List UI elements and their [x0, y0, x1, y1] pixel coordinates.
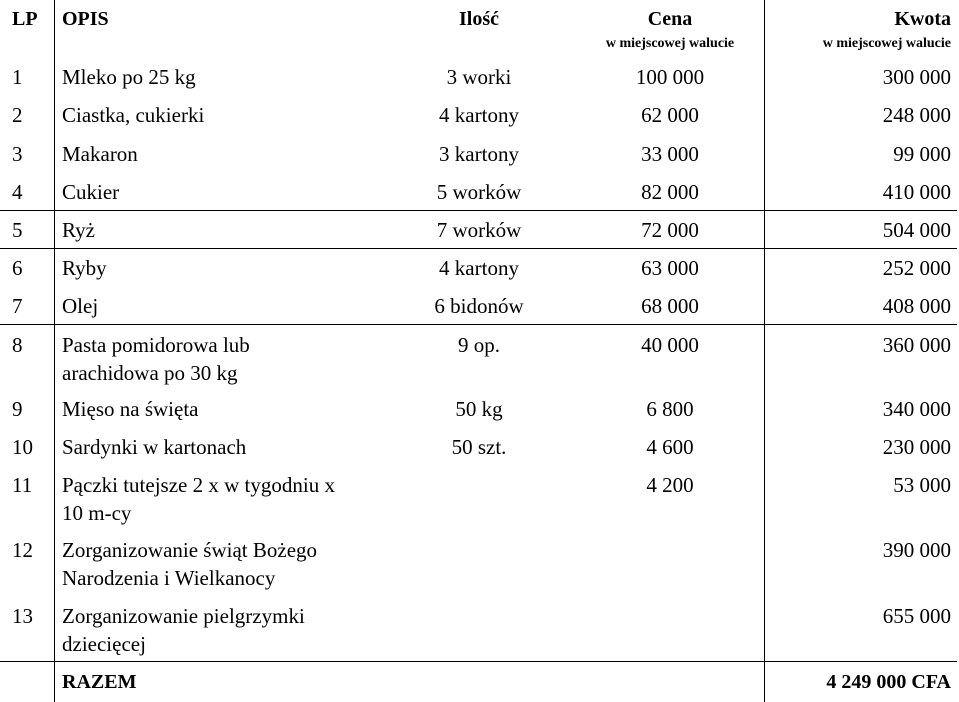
header-cena-sub: w miejscowej walucie: [605, 36, 735, 51]
row-quantity: 4 kartony: [439, 103, 519, 127]
row-lp: 3: [12, 142, 23, 166]
row-price: 40 000: [641, 333, 699, 357]
row-price: 100 000: [635, 65, 705, 89]
row-lp: 6: [12, 256, 23, 280]
row-quantity: 6 bidonów: [434, 294, 524, 318]
row-description: Sardynki w kartonach: [62, 435, 247, 459]
row-amount: 408 000: [882, 294, 951, 318]
row-description: Zorganizowanie pielgrzymki: [62, 604, 305, 628]
row-description-line2: 10 m-cy: [62, 501, 132, 525]
row-price: 68 000: [641, 294, 699, 318]
row-amount: 340 000: [882, 397, 951, 421]
row-quantity: 3 kartony: [439, 142, 519, 166]
row-lp: 10: [12, 435, 33, 459]
header-cena: Cena: [647, 8, 693, 30]
total-label: RAZEM: [62, 671, 137, 693]
row-amount: 99 000: [893, 142, 951, 166]
row-description: Ryby: [62, 256, 107, 280]
row-amount: 410 000: [882, 180, 951, 204]
row-description: Olej: [62, 294, 99, 318]
row-lp: 11: [12, 473, 33, 497]
row-price: 72 000: [641, 218, 699, 242]
row-quantity: 9 op.: [458, 333, 500, 357]
row-description-line2: Narodzenia i Wielkanocy: [62, 566, 276, 590]
row-description: Ciastka, cukierki: [62, 103, 205, 127]
row-lp: 7: [12, 294, 23, 318]
row-description-line2: arachidowa po 30 kg: [62, 361, 238, 385]
row-quantity: 4 kartony: [439, 256, 519, 280]
total-divider: [0, 661, 957, 662]
row-price: 63 000: [641, 256, 699, 280]
row-amount: 53 000: [893, 473, 951, 497]
row-divider: [0, 210, 957, 211]
row-description-line2: dziecięcej: [62, 632, 146, 656]
row-description: Pączki tutejsze 2 x w tygodniu x: [62, 473, 335, 497]
row-lp: 8: [12, 333, 23, 357]
row-amount: 390 000: [882, 538, 951, 562]
row-lp: 9: [12, 397, 23, 421]
total-amount: 4 249 000 CFA: [826, 671, 951, 693]
row-lp: 5: [12, 218, 23, 242]
row-divider: [0, 248, 957, 249]
row-lp: 13: [12, 604, 33, 628]
row-quantity: 50 kg: [455, 397, 503, 421]
header-lp: LP: [12, 8, 38, 30]
row-price: 4 600: [646, 435, 694, 459]
row-price: 82 000: [641, 180, 699, 204]
row-divider: [0, 324, 957, 325]
row-price: 33 000: [641, 142, 699, 166]
row-quantity: 3 worki: [446, 65, 512, 89]
column-divider-lp: [54, 0, 55, 702]
row-amount: 300 000: [882, 65, 951, 89]
row-lp: 1: [12, 65, 23, 89]
row-lp: 4: [12, 180, 23, 204]
row-amount: 504 000: [882, 218, 951, 242]
row-amount: 655 000: [882, 604, 951, 628]
row-quantity: 7 worków: [436, 218, 522, 242]
row-description: Cukier: [62, 180, 120, 204]
row-quantity: 5 worków: [436, 180, 522, 204]
row-amount: 230 000: [882, 435, 951, 459]
row-lp: 12: [12, 538, 33, 562]
header-opis: OPIS: [62, 8, 109, 30]
row-description: Pasta pomidorowa lub: [62, 333, 250, 357]
row-amount: 252 000: [882, 256, 951, 280]
row-description: Mleko po 25 kg: [62, 65, 196, 89]
row-amount: 360 000: [882, 333, 951, 357]
header-kwota-sub: w miejscowej walucie: [822, 36, 951, 51]
row-description: Makaron: [62, 142, 138, 166]
row-description: Ryż: [62, 218, 95, 242]
row-amount: 248 000: [882, 103, 951, 127]
row-lp: 2: [12, 103, 23, 127]
row-description: Zorganizowanie świąt Bożego: [62, 538, 318, 562]
row-quantity: 50 szt.: [451, 435, 507, 459]
row-price: 4 200: [646, 473, 694, 497]
row-description: Mięso na święta: [62, 397, 199, 421]
row-price: 62 000: [641, 103, 699, 127]
row-price: 6 800: [646, 397, 694, 421]
header-kwota: Kwota: [894, 8, 951, 30]
header-ilosc: Ilość: [459, 8, 499, 30]
